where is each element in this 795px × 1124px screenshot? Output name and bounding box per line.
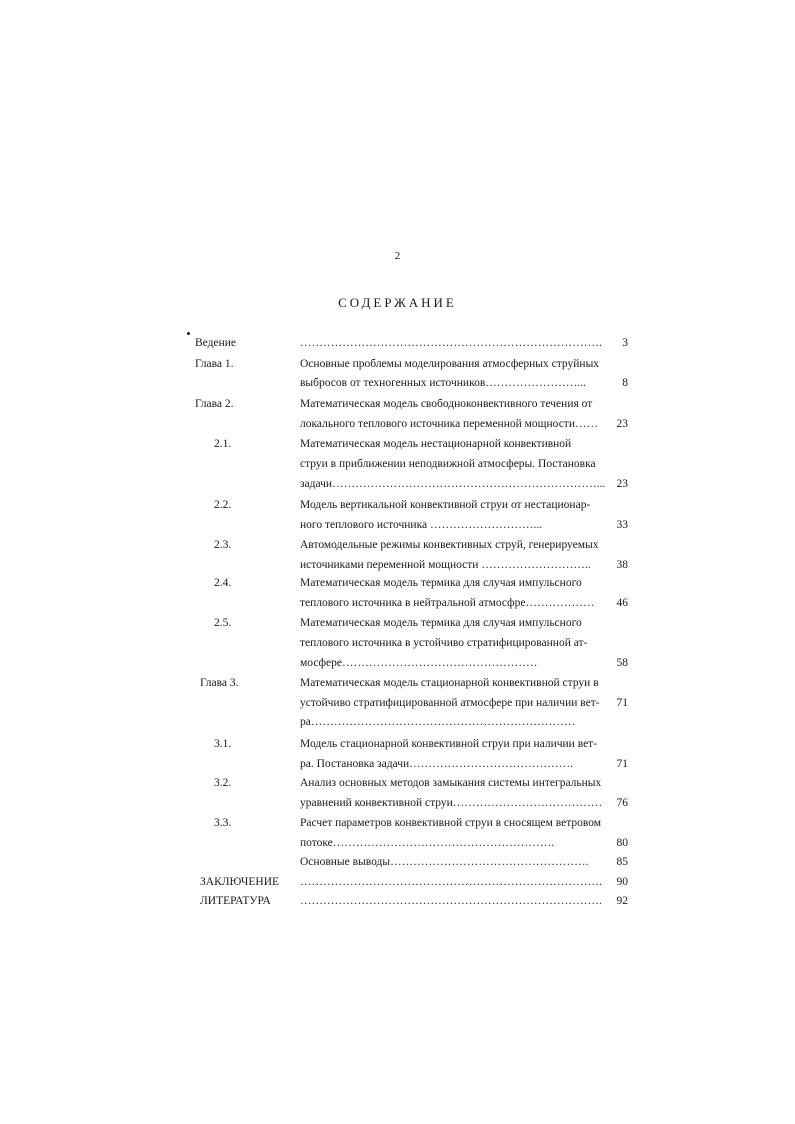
toc-entry-line: Математическая модель термика для случая импульсного — [300, 617, 582, 629]
toc-entry-line: Математическая модель стационарной конвективной струи в — [300, 677, 599, 689]
toc-entry-page: 90 — [616, 876, 628, 888]
toc-entry-line: ……………………………………………………………………. — [300, 895, 602, 907]
toc-entry-page: 3 — [622, 337, 628, 349]
toc-entry-line: задачи……………………………………………………………... — [300, 478, 606, 490]
toc-entry-page: 38 — [616, 559, 628, 571]
toc-entry-num: 2.5. — [214, 617, 232, 629]
toc-entry-line: ра. Постановка задачи……………………………………. — [300, 758, 574, 770]
scan-speck — [187, 332, 190, 335]
page-number: 2 — [394, 250, 401, 262]
toc-entry-page: 71 — [616, 697, 628, 709]
toc-entry-num: 3.3. — [214, 817, 232, 829]
toc-entry-line: Математическая модель нестационарной конвективной — [300, 438, 572, 450]
toc-entry-num: ЗАКЛЮЧЕНИЕ — [200, 876, 280, 888]
toc-entry-page: 85 — [616, 856, 628, 868]
toc-entry-line: потоке…………………………………………………. — [300, 837, 555, 849]
toc-entry-line: ра…………………………………………………………… — [300, 716, 576, 728]
toc-entry-num: ЛИТЕРАТУРА — [200, 895, 271, 907]
toc-entry-line: ……………………………………………………………………. — [300, 876, 602, 888]
toc-entry-page: 33 — [616, 519, 628, 531]
toc-entry-line: Математическая модель термика для случая импульсного — [300, 577, 582, 589]
toc-entry-page: 46 — [616, 597, 628, 609]
toc-entry-line: мосфере…………………………………………… — [300, 657, 538, 669]
toc-entry-line: теплового источника в устойчиво стратифицированной ат- — [300, 637, 588, 649]
toc-entry-line: теплового источника в нейтральной атмосфре……………… — [300, 597, 595, 609]
toc-entry-line: устойчиво стратифицированной атмосфере при наличии вет- — [300, 697, 600, 709]
toc-entry-line: локального теплового источника переменной мощности…… — [300, 418, 598, 430]
toc-entry-num: 3.2. — [214, 777, 232, 789]
toc-title: СОДЕРЖАНИЕ — [338, 295, 457, 310]
toc-entry-line: Модель вертикальной конвективной струи от нестационар- — [300, 499, 591, 511]
toc-entry-num: Ведение — [195, 337, 236, 349]
toc-entry-num: Глава 2. — [195, 398, 234, 410]
toc-entry-line: выбросов от техногенных источников……………………... — [300, 377, 586, 389]
toc-entry-line: уравнений конвективной струи………………………………… — [300, 797, 603, 809]
toc-entry-line: ……………………………………………………………………. — [300, 337, 602, 349]
toc-entry-line: источниками переменной мощности ……………………….. — [300, 559, 591, 571]
toc-entry-page: 76 — [616, 797, 628, 809]
toc-entry-num: 2.2. — [214, 499, 232, 511]
toc-entry-num: Глава 1. — [195, 358, 234, 370]
toc-entry-page: 23 — [616, 418, 628, 430]
toc-entry-line: Математическая модель свободноконвективного течения от — [300, 398, 593, 410]
toc-entry-num: 2.1. — [214, 438, 232, 450]
toc-entry-num: 3.1. — [214, 738, 232, 750]
toc-entry-num: Глава 3. — [200, 677, 239, 689]
toc-entry-page: 80 — [616, 837, 628, 849]
toc-entry-line: Анализ основных методов замыкания системы интегральных — [300, 777, 602, 789]
toc-entry-line: Расчет параметров конвективной струи в сносящем ветровом — [300, 817, 602, 829]
toc-entry-line: Автомодельные режимы конвективных струй, генерируемых — [300, 539, 599, 551]
toc-entry-num: 2.3. — [214, 539, 232, 551]
toc-entry-page: 58 — [616, 657, 628, 669]
toc-entry-line: Основные проблемы моделирования атмосферных струйных — [300, 358, 600, 370]
toc-entry-line: ного теплового источника ………………………... — [300, 519, 543, 531]
toc-entry-page: 71 — [616, 758, 628, 770]
toc-entry-num: 2.4. — [214, 577, 232, 589]
toc-entry-page: 23 — [616, 478, 628, 490]
toc-entry-line: Модель стационарной конвективной струи при наличии вет- — [300, 738, 598, 750]
toc-entry-page: 8 — [622, 377, 628, 389]
toc-entry-line: струи в приближении неподвижной атмосферы. Постановка — [300, 458, 596, 470]
toc-entry-line: Основные выводы……………………………………………. — [300, 856, 589, 868]
toc-entry-page: 92 — [616, 895, 628, 907]
